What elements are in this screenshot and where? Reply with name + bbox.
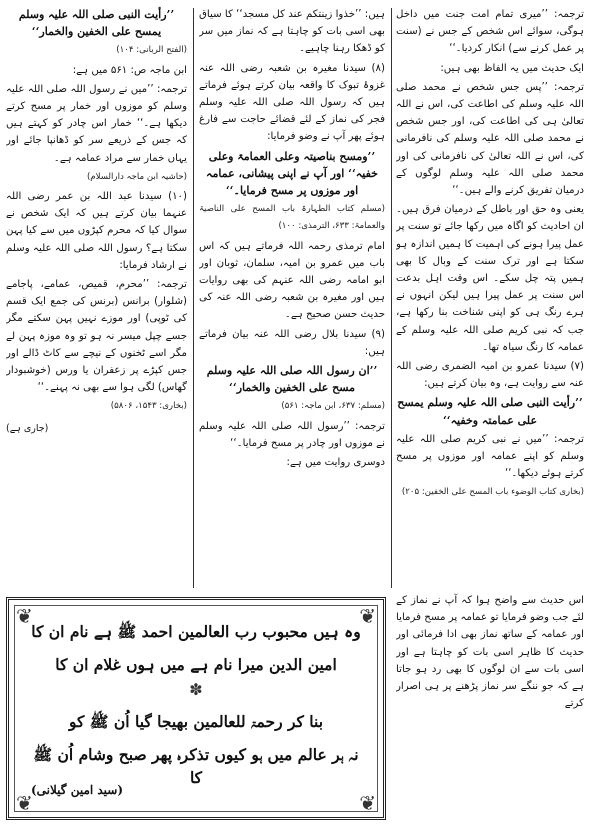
flourish-icon: ❦	[16, 791, 33, 815]
paragraph: (۷) سیدنا عمرو بن امیہ الضمری رضی اللہ عنہ سے روایت ہے، وہ بیان کرتے ہیں:	[396, 361, 584, 390]
paragraph: ترجمہ: ’’پس جس شخص نے محمد صلی اللہ علیہ وسلم کی اطاعت کی، اس نے اللہ تعالیٰ ہی کی اطاعت کی، اور جس شخص نے محمد صلی اللہ علیہ وسلم کی نافرمانی کی، اس نے اللہ تعالیٰ کی نافرمانی کی اور محمد صلی اللہ علیہ وسلم لوگوں کے درمیان تفریق کرنے والے ہیں۔‘‘	[396, 81, 584, 197]
paragraph: ابن ماجہ ص: ۵۶۱ میں ہے:	[72, 64, 187, 76]
reference: (الفتح الربانی: ۱۰۴)	[116, 45, 187, 56]
ornament-icon: ✽	[189, 680, 203, 699]
flourish-icon: ❦	[359, 791, 376, 815]
poem-line: نہ ہر عالم میں ہو کیوں تذکرہ پھر صبح وشام اُن ﷺ کا	[33, 745, 359, 787]
reference: (بخاری کتاب الوضوء باب المسح علی الخفین: ۲۰۵)	[401, 487, 584, 498]
paragraph: امام ترمذی رحمہ اللہ فرماتے ہیں کہ اس باب میں عمرو بن امیہ، سلمان، ثوبان اور ابو امامہ رضی اللہ عنہم کی بھی روایات ہیں اور مغیرہ بن شعبہ رضی اللہ عنہ کی حدیث حسن صحیح ہے۔	[199, 240, 385, 321]
left-column	[6, 6, 187, 588]
quoted-hadith: ’’ان رسول اللہ صلی اللہ علیہ وسلم مسح علی الخفین والخمار‘‘	[206, 364, 378, 395]
poem-author: (سید امین گیلانی)	[31, 783, 124, 797]
paragraph: (۱۰) سیدنا عبد اللہ بن عمر رضی اللہ عنہما بیان کرتے ہیں کہ ایک شخص نے سوال کیا کہ محرم کپڑوں میں سے کیا پہن سکتا ہے؟ رسول اللہ صلی اللہ علیہ وسلم نے ارشاد فرمایا:	[6, 191, 187, 271]
column-divider	[193, 8, 194, 588]
reference: (حاشیہ ابن ماجہ دارالسلام)	[86, 171, 187, 182]
right-column-continuation	[396, 592, 584, 822]
paragraph: ہیں: ’’خذوا زینتکم عند کل مسجد‘‘ کا سیاق بھی اسی بات کو چاہتا ہے کہ نماز میں سر کو ڈھکا رہنا چاہیے۔	[199, 9, 385, 55]
reference: (مسلم: ۶۳۷، ابن ماجہ: ۵۶۱)	[281, 401, 385, 412]
flourish-icon: ❦	[359, 604, 376, 628]
paragraph: ترجمہ: ’’میری تمام امت جنت میں داخل ہوگی، سوائے اس شخص کے جس نے (سنت پر عمل کرنے سے) انکار کردیا۔‘‘	[396, 9, 584, 55]
paragraph: (۹) سیدنا بلال رضی اللہ عنہ بیان فرماتے ہیں:	[199, 328, 385, 357]
paragraph: ترجمہ: ’’محرم، قمیص، عمامے، پاجامے (شلوار) برانس (برنس کی جمع ایک قسم کی ٹوپی) اور موزے نہیں پہن سکتے مگر جسے چپل میسر نہ ہو تو وہ موزہ پہن لے مگر اسے ٹخنوں کے نیچے سے کاٹ ڈالے اور جس کپڑے پر زعفران یا ورس (خوشبودار گھاس) لگی ہوا سے بھی نہ پہنے۔‘‘	[6, 279, 187, 394]
paragraph: ترجمہ: ’’رسول اللہ صلی اللہ علیہ وسلم نے موزوں اور چادر پر مسح فرمایا۔‘‘	[199, 420, 385, 449]
paragraph: دوسری روایت میں ہے:	[286, 457, 385, 469]
reference: (بخاری: ۱۵۴۳، ۵۸۰۶)	[110, 401, 187, 412]
reference: (مسلم کتاب الطہارۃ باب المسح علی الناصیۃ والعمامۃ: ۶۳۳، الترمذی: ۱۰۰)	[199, 204, 385, 232]
middle-column	[199, 6, 385, 588]
poem-line: وہ ہیں محبوب رب العالمین احمد ﷺ ہے نام ان کا	[31, 622, 361, 641]
paragraph: ایک حدیث میں یہ الفاظ بھی ہیں:	[440, 62, 584, 74]
poem-line: بنا کر رحمۃ للعالمین بھیجا گیا اُن ﷺ کو	[68, 712, 324, 731]
quoted-hadith: ’’ومسح بناصیتہ وعلی العمامۃ وعلی خفیہ‘‘ اور آپ نے اپنی پیشانی، عمامہ اور موزوں پر مسح فرمایا۔‘‘	[206, 149, 378, 198]
poem-box	[6, 597, 386, 820]
paragraph: اس حدیث سے واضح ہوا کہ آپ نے نماز کے لئے جب وضو فرمایا تو عمامہ پر مسح فرمایا اور عمامہ کے ساتھ نماز بھی ادا فرمائی اور حدیث کا ظاہر اسی بات کو چاہتا ہے اور اسی بات سے ان لوگوں کا بھی رد ہو جاتا ہے کہ جو ننگے سر نماز پڑھنے پر ہی اصرار کرتے	[396, 595, 584, 710]
flourish-icon: ❦	[16, 604, 33, 628]
quoted-hadith: ’’رأیت النبی صلی اللہ علیہ وسلم یمسح علی الخفین والخمار‘‘	[18, 8, 175, 39]
continued-note: (جاری ہے)	[6, 422, 49, 434]
paragraph: ترجمہ: ’’میں نے نبی کریم صلی اللہ علیہ وسلم کو اپنے عمامہ اور موزوں پر مسح کرتے ہوئے دیکھا۔‘‘	[396, 433, 584, 480]
quoted-hadith: ’’رأیت النبی صلی اللہ علیہ وسلم یمسح علی عمامتہ وخفیہ‘‘	[397, 396, 583, 427]
right-column	[396, 6, 584, 596]
column-divider	[391, 8, 392, 588]
poem-line: امین الدین میرا نام ہے میں ہوں غلام ان کا	[55, 655, 337, 674]
paragraph: (۸) سیدنا مغیرہ بن شعبہ رضی اللہ عنہ غزوۂ تبوک کا واقعہ بیان کرتے ہوئے فرماتے ہیں کہ رسول اللہ صلی اللہ علیہ وسلم فجر کی نماز کے لئے قضائے حاجت سے فارغ ہوئے پھر آپ نے وضو فرمایا:	[199, 62, 385, 143]
paragraph: ترجمہ: ’’میں نے رسول اللہ صلی اللہ علیہ وسلم کو موزوں اور خمار پر مسح کرتے دیکھا ہے۔‘‘ خمار اس چادر کو کہتے ہیں کہ جس کے ذریعے سر کو ڈھانپا جائے اور یہاں خمار سے مراد عمامہ ہے۔	[6, 83, 187, 164]
paragraph: یعنی وہ حق اور باطل کے درمیان فرق ہیں۔ ان احادیث کو اگاہ میں رکھا جائے تو سنت پر عمل پیرا ہونے کی اہمیت کا ہمیں اندازہ ہو سکتا ہے اور ترک سنت کے وبال کا بھی ہمیں پتہ چل سکے۔ اس وقت اہل بدعت اس سنت پر عمل پیرا ہیں لیکن انہوں نے ہرے رنگ ہی کو اپنی شناخت بنا رکھا ہے، جب کہ نبی کریم صلی اللہ علیہ وسلم کے عمامہ کا رنگ سیاہ تھا۔	[396, 204, 584, 353]
